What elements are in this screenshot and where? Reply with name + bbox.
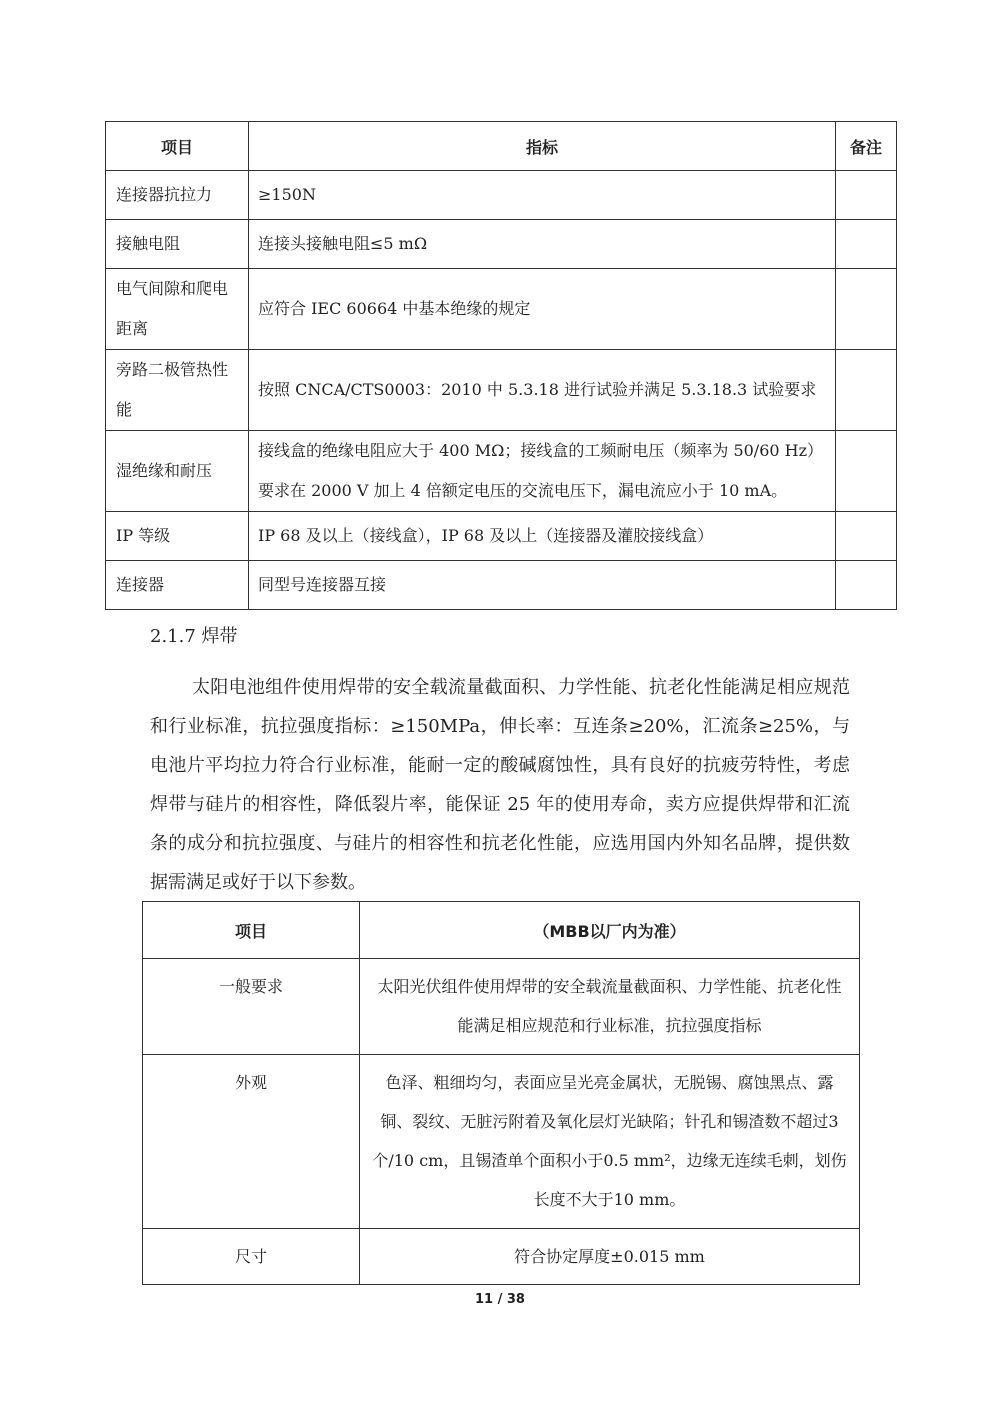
table-row xyxy=(106,431,897,512)
table-row xyxy=(106,561,897,610)
row-item: 尺寸 xyxy=(143,1229,360,1285)
row-item: 一般要求 xyxy=(143,959,360,1055)
row-item: IP 等级 xyxy=(106,512,249,561)
row-note xyxy=(836,220,897,269)
row-indicator: 接线盒的绝缘电阻应大于 400 MΩ；接线盒的工频耐电压（频率为 50/60 Hz）要求在 2000 V 加上 4 倍额定电压的交流电压下，漏电流应小于 10 mA。 xyxy=(249,431,836,512)
row-item: 旁路二极管热性能 xyxy=(106,350,249,431)
row-note xyxy=(836,350,897,431)
junction-box-spec-table xyxy=(105,121,897,610)
row-indicator: 应符合 IEC 60664 中基本绝缘的规定 xyxy=(249,269,836,350)
row-indicator: 同型号连接器互接 xyxy=(249,561,836,610)
page-number: 11 / 38 xyxy=(475,1292,525,1307)
row-note xyxy=(836,269,897,350)
row-indicator: 太阳光伏组件使用焊带的安全载流量截面积、力学性能、抗老化性能满足相应规范和行业标准，抗拉强度指标 xyxy=(360,959,860,1055)
table-row xyxy=(106,269,897,350)
row-item: 湿绝缘和耐压 xyxy=(106,431,249,512)
row-indicator: ≥150N xyxy=(249,171,836,220)
section-heading: 2.1.7 焊带 xyxy=(150,626,238,647)
table-row xyxy=(143,1229,860,1285)
header-indicator: 指标 xyxy=(249,122,836,171)
row-item: 连接器 xyxy=(106,561,249,610)
row-indicator: 符合协定厚度±0.015 mm xyxy=(360,1229,860,1285)
row-item: 连接器抗拉力 xyxy=(106,171,249,220)
ribbon-spec-table xyxy=(142,901,860,1285)
row-indicator: 色泽、粗细均匀，表面应呈光亮金属状，无脱锡、腐蚀黑点、露铜、裂纹、无脏污附着及氧化层灯光缺陷；针孔和锡渣数不超过3个/10 cm，且锡渣单个面积小于0.5 mm²，边缘无连续毛刺，划伤长度不大于10 mm。 xyxy=(360,1055,860,1229)
header-note: 备注 xyxy=(836,122,897,171)
row-indicator: IP 68 及以上（接线盒），IP 68 及以上（连接器及灌胶接线盒） xyxy=(249,512,836,561)
table-row xyxy=(143,959,860,1055)
table-row xyxy=(143,1055,860,1229)
row-note xyxy=(836,431,897,512)
row-note xyxy=(836,561,897,610)
table-row xyxy=(106,171,897,220)
table-row xyxy=(106,220,897,269)
row-note xyxy=(836,512,897,561)
row-item: 外观 xyxy=(143,1055,360,1229)
header-indicator: （MBB以厂内为准） xyxy=(360,902,860,959)
row-item: 电气间隙和爬电距离 xyxy=(106,269,249,350)
row-item: 接触电阻 xyxy=(106,220,249,269)
table-row xyxy=(106,350,897,431)
row-note xyxy=(836,171,897,220)
section-paragraph: 太阳电池组件使用焊带的安全载流量截面积、力学性能、抗老化性能满足相应规范和行业标准，抗拉强度指标：≥150MPa，伸长率：互连条≥20%，汇流条≥25%，与电池片平均拉力符合行业标准，能耐一定的酸碱腐蚀性，具有良好的抗疲劳特性，考虑焊带与硅片的相容性，降低裂片率，能保证 25 年的使用寿命，卖方应提供焊带和汇流条的成分和抗拉强度、与硅片的相容性和抗老化性能，应选用国内外知名品牌，提供数据需满足或好于以下参数。 xyxy=(150,677,850,893)
table-row xyxy=(106,512,897,561)
row-indicator: 连接头接触电阻≤5 mΩ xyxy=(249,220,836,269)
header-item: 项目 xyxy=(143,902,360,959)
row-indicator: 按照 CNCA/CTS0003：2010 中 5.3.18 进行试验并满足 5.3.18.3 试验要求 xyxy=(249,350,836,431)
header-item: 项目 xyxy=(106,122,249,171)
